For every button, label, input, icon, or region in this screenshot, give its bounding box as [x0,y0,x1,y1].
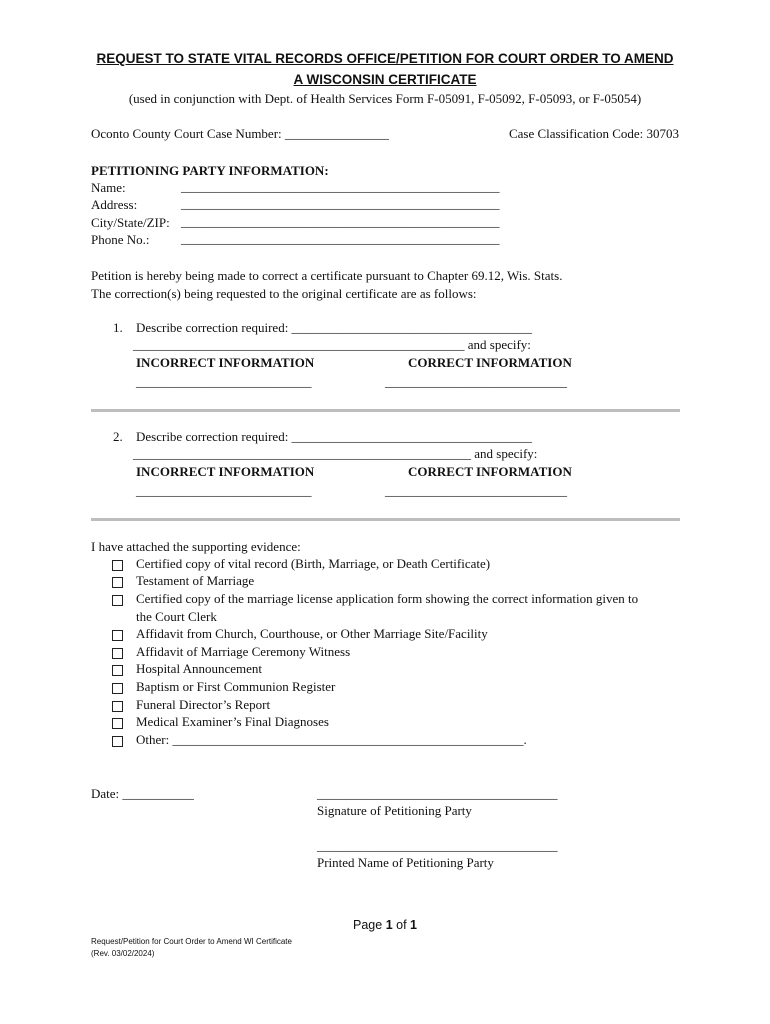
footer-form-name: Request/Petition for Court Order to Amend WI Certificate [91,937,292,946]
correction-2-correct-label: CORRECT INFORMATION [408,464,572,479]
evidence-checkbox-hospital[interactable] [112,665,123,676]
correction-1-correct-label: CORRECT INFORMATION [408,355,572,370]
evidence-checkbox-witness-affidavit[interactable] [112,648,123,659]
evidence-checkbox-baptism[interactable] [112,683,123,694]
page-of: of [392,918,411,932]
evidence-label-church-affidavit: Affidavit from Church, Courthouse, or Other Marriage Site/Facility [136,626,488,641]
case-classification-code: Case Classification Code: 30703 [508,126,679,141]
evidence-label-hospital: Hospital Announcement [136,661,263,676]
evidence-label-baptism: Baptism or First Communion Register [136,679,336,694]
page-total: 1 [410,918,417,932]
evidence-label-funeral: Funeral Director’s Report [136,697,271,712]
evidence-label-testament: Testament of Marriage [136,573,255,588]
form-title [60,48,710,90]
correction-1-correct-field[interactable]: ____________________________ [385,374,567,389]
footer-revision: (Rev. 03/02/2024) [91,949,155,958]
correction-2-incorrect-field[interactable]: ___________________________ [136,483,312,498]
evidence-label-license-application: Certified copy of the marriage license application form showing the correct information given to [136,591,639,606]
evidence-checkbox-medical-examiner[interactable] [112,718,123,729]
petitioner-city-label: City/State/ZIP: [91,215,170,230]
signature-field[interactable]: _____________________________________ [317,786,558,801]
evidence-other-field[interactable]: Other: ______________________________________________________. [136,732,527,747]
evidence-checkbox-license-application[interactable] [112,595,123,606]
correction-1-number: 1. [113,320,123,335]
page-prefix: Page [353,918,386,932]
evidence-checkbox-church-affidavit[interactable] [112,630,123,641]
intro-line-2: The correction(s) being requested to the original certificate are as follows: [91,286,477,301]
evidence-label-witness-affidavit: Affidavit of Marriage Ceremony Witness [136,644,351,659]
printed-name-field[interactable]: _____________________________________ [317,838,558,853]
printed-name-label: Printed Name of Petitioning Party [317,855,494,870]
intro-line-1: Petition is hereby being made to correct a certificate pursuant to Chapter 69.12, Wis. Stats. [91,268,563,283]
correction-1-incorrect-field[interactable]: ___________________________ [136,374,312,389]
petitioner-heading: PETITIONING PARTY INFORMATION: [91,163,329,178]
petitioner-city-field[interactable]: _________________________________________________ [181,214,500,229]
petitioner-address-label: Address: [91,197,138,212]
evidence-label-vital-record: Certified copy of vital record (Birth, Marriage, or Death Certificate) [136,556,491,571]
evidence-label-medical-examiner: Medical Examiner’s Final Diagnoses [136,714,329,729]
correction-1-describe-field[interactable]: Describe correction required: _____________________________________ [136,320,533,335]
signature-label: Signature of Petitioning Party [317,803,472,818]
correction-1-incorrect-label: INCORRECT INFORMATION [136,355,315,370]
petitioner-phone-label: Phone No.: [91,232,150,247]
evidence-checkbox-other[interactable] [112,736,123,747]
correction-2-describe-field[interactable]: Describe correction required: _____________________________________ [136,429,533,444]
form-subtitle: (used in conjunction with Dept. of Health Services Form F-05091, F-05092, F-05093, or F-05054) [128,91,642,106]
evidence-heading: I have attached the supporting evidence: [91,539,301,554]
page-number [0,918,770,932]
evidence-checkbox-funeral[interactable] [112,701,123,712]
section-divider [91,518,680,521]
form-title-line1: REQUEST TO STATE VITAL RECORDS OFFICE/PETITION FOR COURT ORDER TO AMEND [96,51,674,66]
date-field[interactable]: Date: ___________ [91,786,194,801]
petitioner-name-field[interactable]: _________________________________________________ [181,179,500,194]
page-current: 1 [385,918,393,932]
correction-2-incorrect-label: INCORRECT INFORMATION [136,464,315,479]
evidence-checkbox-testament[interactable] [112,577,123,588]
correction-2-correct-field[interactable]: ____________________________ [385,483,567,498]
case-number-field[interactable]: Oconto County Court Case Number: ________________ [91,126,389,141]
correction-2-specify-field[interactable]: ____________________________________________________ and specify: [133,446,538,461]
evidence-label-license-application-cont: the Court Clerk [136,609,217,624]
form-title-line2: A WISCONSIN CERTIFICATE [293,72,477,87]
petitioner-name-label: Name: [91,180,126,195]
evidence-checkbox-vital-record[interactable] [112,560,123,571]
petitioner-address-field[interactable]: _________________________________________________ [181,196,500,211]
correction-1-specify-field[interactable]: ___________________________________________________ and specify: [133,337,531,352]
correction-2-number: 2. [113,429,123,444]
section-divider [91,409,680,412]
petitioner-phone-field[interactable]: _________________________________________________ [181,231,500,246]
